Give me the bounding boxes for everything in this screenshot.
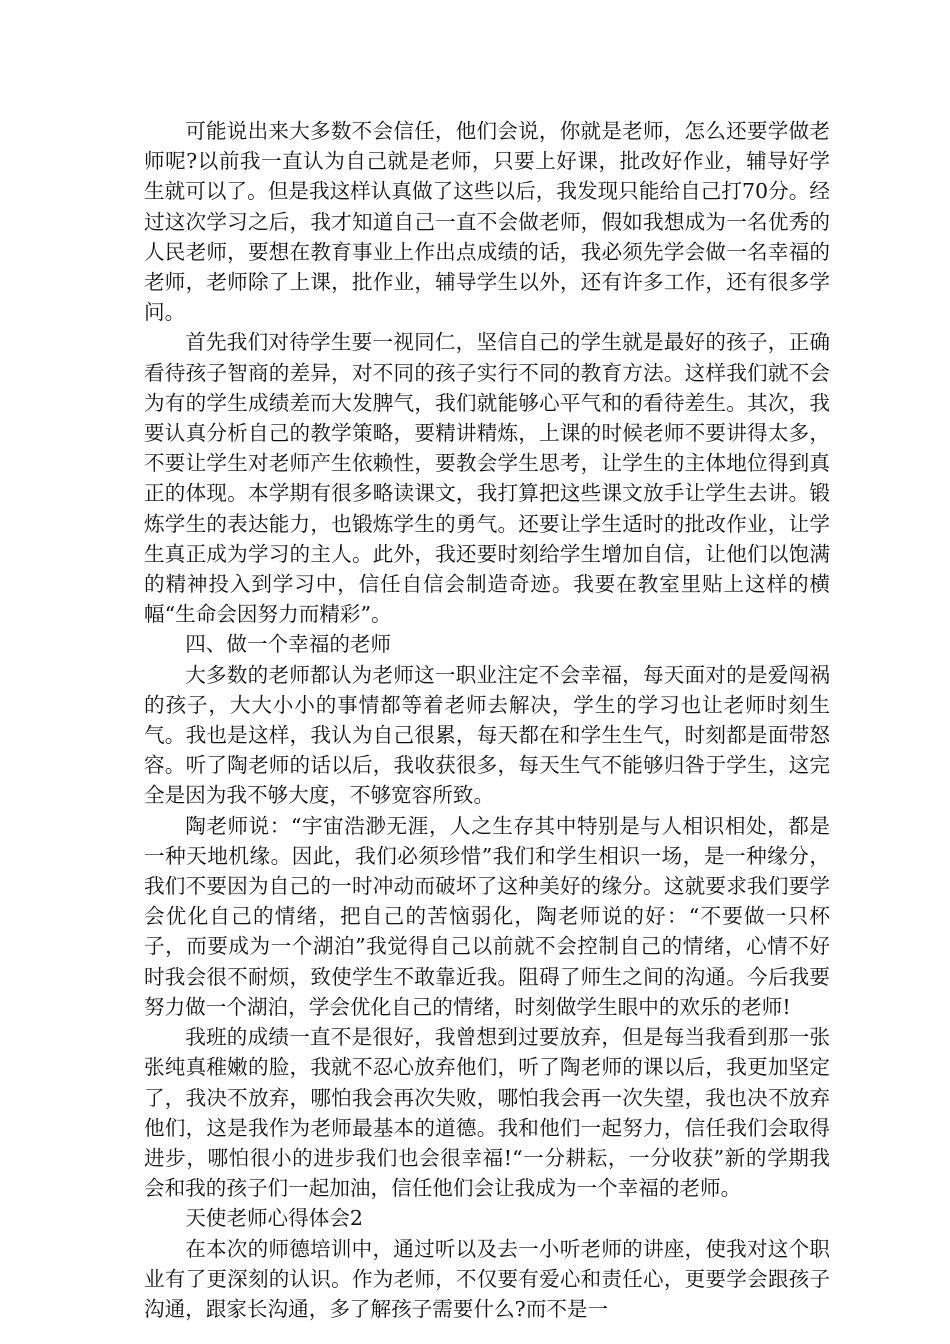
section-heading-2: 天使老师心得体会2 (185, 1206, 364, 1231)
document-body (144, 116, 830, 1324)
paragraph-5: 我班的成绩一直不是很好，我曾想到过要放弃，但是每当我看到那一张张纯真稚嫩的脸，我就不忍心放弃他们，听了陶老师的课以后，我更加坚定了，我决不放弃，哪怕我会再次失败，哪怕我会再一次失望，我也决不放弃他们，这是我作为老师最基本的道德。我和他们一起努力，信任我们会取得进步，哪怕很小的进步我们也会很幸福!“一分耕耘，一分收获”新的学期我会和我的孩子们一起加油，信任他们会让我成为一个幸福的老师。 (144, 1025, 830, 1201)
paragraph-1: 可能说出来大多数不会信任，他们会说，你就是老师，怎么还要学做老师呢?以前我一直认为自己就是老师，只要上好课，批改好作业，辅导好学生就可以了。但是我这样认真做了这些以后，我发现只能给自己打70分。经过这次学习之后，我才知道自己一直不会做老师，假如我想成为一名优秀的人民老师，要想在教育事业上作出点成绩的话，我必须先学会做一名幸福的老师，老师除了上课，批作业，辅导学生以外，还有许多工作，还有很多学问。 (144, 119, 830, 325)
paragraph-6: 在本次的师德培训中，通过听以及去一小听老师的讲座，使我对这个职业有了更深刻的认识。作为老师，不仅要有爱心和责任心，更要学会跟孩子沟通，跟家长沟通，多了解孩子需要什么?而不是一 (144, 1236, 830, 1321)
paragraph-3: 大多数的老师都认为老师这一职业注定不会幸福，每天面对的是爱闯祸的孩子，大大小小的事情都等着老师去解决，学生的学习也让老师时刻生气。我也是这样，我认为自己很累，每天都在和学生生气，时刻都是面带怒容。听了陶老师的话以后，我收获很多，每天生气不能够归咎于学生，这完全是因为我不够大度，不够宽容所致。 (144, 662, 830, 808)
paragraph-2: 首先我们对待学生要一视同仁，坚信自己的学生就是最好的孩子，正确看待孩子智商的差异，对不同的孩子实行不同的教育方法。这样我们就不会为有的学生成绩差而大发脾气，我们就能够心平气和的看待差生。其次，我要认真分析自己的教学策略，要精讲精炼，上课的时候老师不要讲得太多，不要让学生对老师产生依赖性，要教会学生思考，让学生的主体地位得到真正的体现。本学期有很多略读课文，我打算把这些课文放手让学生去讲。锻炼学生的表达能力，也锻炼学生的勇气。还要让学生适时的批改作业，让学生真正成为学习的主人。此外，我还要时刻给学生增加自信，让他们以饱满的精神投入到学习中，信任自信会制造奇迹。我要在教室里贴上这样的横幅“生命会因努力而精彩”。 (144, 330, 830, 627)
section-heading-4: 四、做一个幸福的老师 (185, 632, 392, 657)
paragraph-4: 陶老师说：“宇宙浩渺无涯，人之生存其中特别是与人相识相处，都是一种天地机缘。因此，我们必须珍惜”我们和学生相识一场，是一种缘分，我们不要因为自己的一时冲动而破坏了这种美好的缘分。这就要求我们要学会优化自己的情绪，把自己的苦恼弱化，陶老师说的好：“不要做一只杯子，而要成为一个湖泊”我觉得自己以前就不会控制自己的情绪，心情不好时我会很不耐烦，致使学生不敢靠近我。阻碍了师生之间的沟通。今后我要努力做一个湖泊，学会优化自己的情绪，时刻做学生眼中的欢乐的老师! (144, 813, 830, 1019)
